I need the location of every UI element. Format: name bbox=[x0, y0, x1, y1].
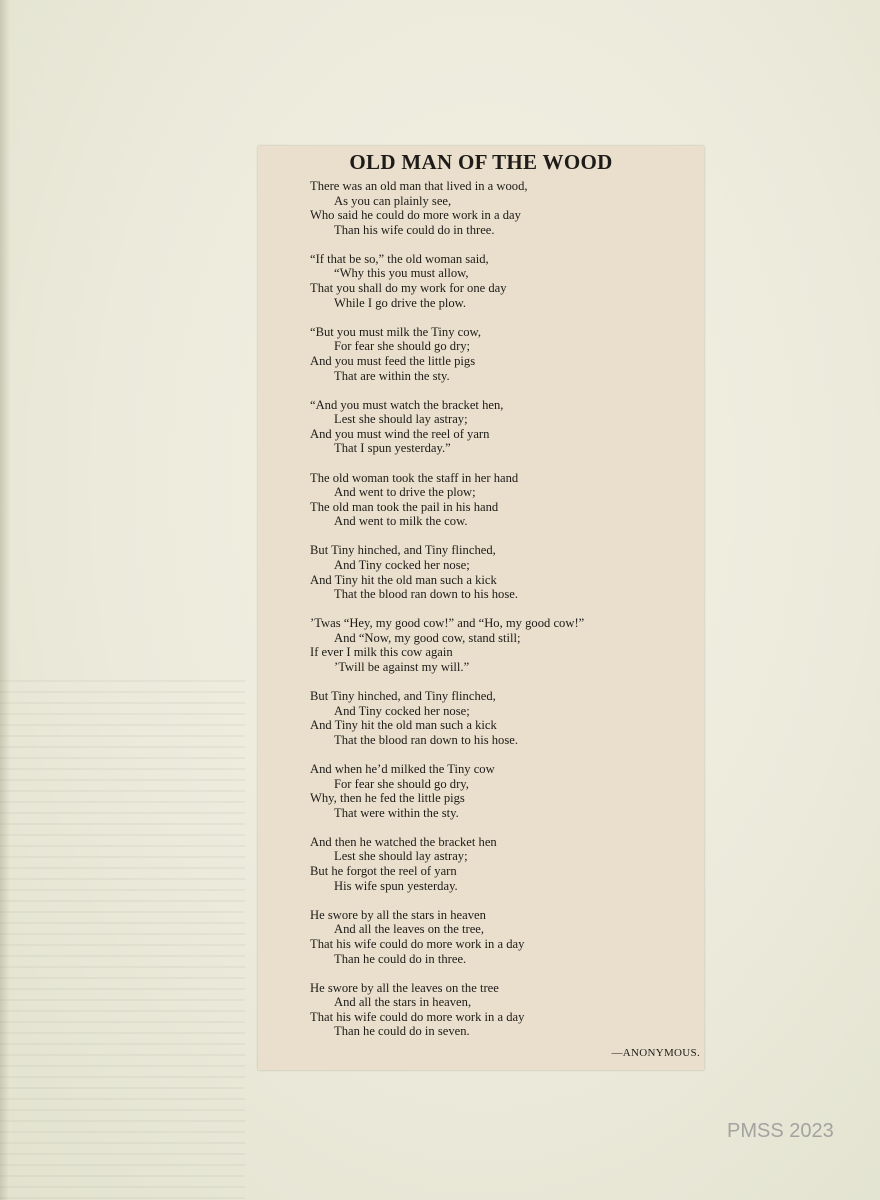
poem-stanza bbox=[310, 179, 700, 237]
poem-line: And Tiny cocked her nose; bbox=[334, 703, 470, 718]
poem-line: For fear she should go dry; bbox=[334, 339, 471, 354]
poem-line: But Tiny hinched, and Tiny flinched, bbox=[310, 689, 496, 704]
poem-line: And all the stars in heaven, bbox=[334, 995, 472, 1010]
poem-line: “If that be so,” the old woman said, bbox=[310, 251, 489, 266]
poem-stanza bbox=[310, 981, 700, 1039]
poem-line: “Why this you must allow, bbox=[334, 266, 469, 281]
poem-line: Lest she should lay astray; bbox=[334, 849, 468, 864]
poem-title: OLD MAN OF THE WOOD bbox=[349, 150, 613, 174]
poem-line: And went to drive the plow; bbox=[334, 485, 476, 500]
poem-line: Why, then he fed the little pigs bbox=[310, 791, 465, 806]
poem-line: Who said he could do more work in a day bbox=[310, 208, 521, 223]
poem-line: While I go drive the plow. bbox=[334, 295, 467, 310]
poem-line: And you must feed the little pigs bbox=[310, 353, 476, 368]
poem-stanza bbox=[310, 471, 700, 529]
poem-line: Lest she should lay astray; bbox=[334, 412, 468, 427]
poem-stanza bbox=[310, 252, 700, 310]
poem-line: For fear she should go dry, bbox=[334, 776, 469, 791]
poem-line: That the blood ran down to his hose. bbox=[334, 732, 518, 747]
poem-line: But he forgot the reel of yarn bbox=[310, 864, 457, 879]
poem-line: Than he could do in three. bbox=[334, 951, 467, 966]
poem-line: And went to milk the cow. bbox=[334, 514, 468, 529]
poem-line: “But you must milk the Tiny cow, bbox=[310, 324, 481, 339]
poem-line: That you shall do my work for one day bbox=[310, 281, 507, 296]
poem-line: That the blood ran down to his hose. bbox=[334, 587, 518, 602]
poem-line: And Tiny hit the old man such a kick bbox=[310, 718, 497, 733]
poem-line: “And you must watch the bracket hen, bbox=[310, 397, 504, 412]
poem-line: Than he could do in seven. bbox=[334, 1024, 470, 1039]
poem-stanza bbox=[310, 616, 700, 674]
watermark: PMSS 2023 bbox=[727, 1120, 834, 1142]
poem-line: That I spun yesterday.” bbox=[334, 441, 451, 456]
poem-line: And “Now, my good cow, stand still; bbox=[334, 630, 521, 645]
poem-stanza bbox=[310, 398, 700, 456]
bleed-through-text bbox=[0, 680, 245, 1200]
poem-line: He swore by all the leaves on the tree bbox=[310, 980, 499, 995]
poem-line: There was an old man that lived in a wood, bbox=[310, 179, 528, 193]
poem-line: That are within the sty. bbox=[334, 368, 450, 383]
poem-line: Than his wife could do in three. bbox=[334, 222, 495, 237]
poem-stanza bbox=[310, 325, 700, 383]
poem-line: As you can plainly see, bbox=[334, 193, 452, 208]
poem-line: And then he watched the bracket hen bbox=[310, 834, 497, 849]
poem-line: The old woman took the staff in her hand bbox=[310, 470, 519, 485]
poem-line: And you must wind the reel of yarn bbox=[310, 426, 490, 441]
poem-stanza bbox=[310, 908, 700, 966]
poem-line: And all the leaves on the tree, bbox=[334, 922, 485, 937]
poem-line: And Tiny hit the old man such a kick bbox=[310, 572, 497, 587]
poem-line: He swore by all the stars in heaven bbox=[310, 907, 486, 922]
newspaper-clipping bbox=[258, 146, 704, 1070]
poem-stanza bbox=[310, 689, 700, 747]
poem-line: ’Twas “Hey, my good cow!” and “Ho, my good cow!” bbox=[310, 616, 585, 631]
poem-line: But Tiny hinched, and Tiny flinched, bbox=[310, 543, 496, 558]
poem-line: That his wife could do more work in a day bbox=[310, 1009, 525, 1024]
poem-line: If ever I milk this cow again bbox=[310, 645, 453, 660]
poem-stanza bbox=[310, 762, 700, 820]
poem-line: ’Twill be against my will.” bbox=[334, 660, 470, 675]
poem-stanza bbox=[310, 543, 700, 601]
poem-attribution: —ANONYMOUS. bbox=[611, 1047, 700, 1059]
poem-line: And when he’d milked the Tiny cow bbox=[310, 762, 495, 776]
poem-line: And Tiny cocked her nose; bbox=[334, 557, 470, 572]
poem-line: His wife spun yesterday. bbox=[334, 878, 458, 893]
poem-line: That were within the sty. bbox=[334, 805, 459, 820]
poem-stanza bbox=[310, 835, 700, 893]
poem-line: The old man took the pail in his hand bbox=[310, 499, 499, 514]
poem-line: That his wife could do more work in a day bbox=[310, 936, 525, 951]
poem-body bbox=[310, 179, 700, 1054]
